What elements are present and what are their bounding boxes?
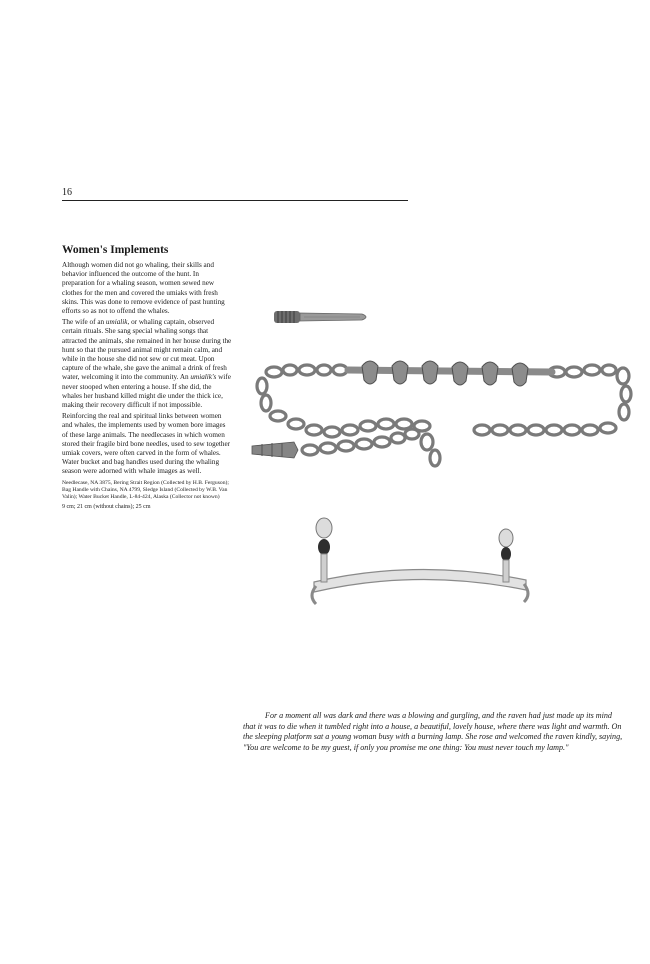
term-umialiks: umialik's — [190, 373, 217, 382]
paragraph-2: The wife of an umialik, or whaling captain, observed certain rituals. She sang special whaling songs that attracted the animals, she remained in her house during the hunt so that the pursued animal might remain calm, and while in the house she did not sew or cut meat. Upon capture of the whale, she gave the animal a drink of fresh water, welcoming it into the community. An umialik's wife never stooped when entering a house. If she did, the whales her husband killed might die under the thick ice, making their recovery difficult if not impossible. — [62, 318, 232, 410]
page-number: 16 — [62, 187, 72, 198]
term-umialik: umialik — [105, 318, 128, 327]
bag-handle-image — [252, 358, 637, 475]
header-rule — [62, 200, 408, 201]
figure-caption: Needlecase, NA 3875, Bering Strait Region (Collected by H.B. Ferguson); Bag Handle with Chains, NA 4799, Sledge Island (Collected by W.B. Van Valin); Water Bucket Handle, L-84-424, Alaska (Collector not known) — [62, 479, 229, 501]
text-column — [62, 261, 233, 513]
needlecase-image — [274, 306, 374, 333]
paragraph-3: Reinforcing the real and spiritual links between women and whales, the implements used by women bore images of these large animals. The needlecases in which women stored their fragile bird bone needles, used to sew together umiak covers, were often carved in the form of whales. Water bucket and bag handles used during the whaling season were adorned with whale images as well. — [62, 412, 231, 476]
paragraph-1: Although women did not go whaling, their skills and behavior influenced the outcome of the hunt. In preparation for a whaling season, women sewed new clothes for the men and covered the umiaks with fresh skins. This was done to remove evidence of past hunting efforts so as not to offend the whales. — [62, 261, 225, 316]
figure-dimensions: 9 cm; 21 cm (without chains); 25 cm — [62, 503, 151, 510]
section-heading: Women's Implements — [62, 244, 169, 256]
bucket-handle-image — [308, 516, 533, 611]
raven-quote: For a moment all was dark and there was a blowing and gurgling, and the raven had just made up its mind that it was to die when it tumbled right into a house, a beautiful, lovely house, where there was light and warmth. On the sleeping platform sat a young woman busy with a burning lamp. She rose and welcomed the raven kindly, saying, "You are welcome to be my guest, if only you promise me one thing: You must never touch my lamp." — [243, 711, 623, 752]
